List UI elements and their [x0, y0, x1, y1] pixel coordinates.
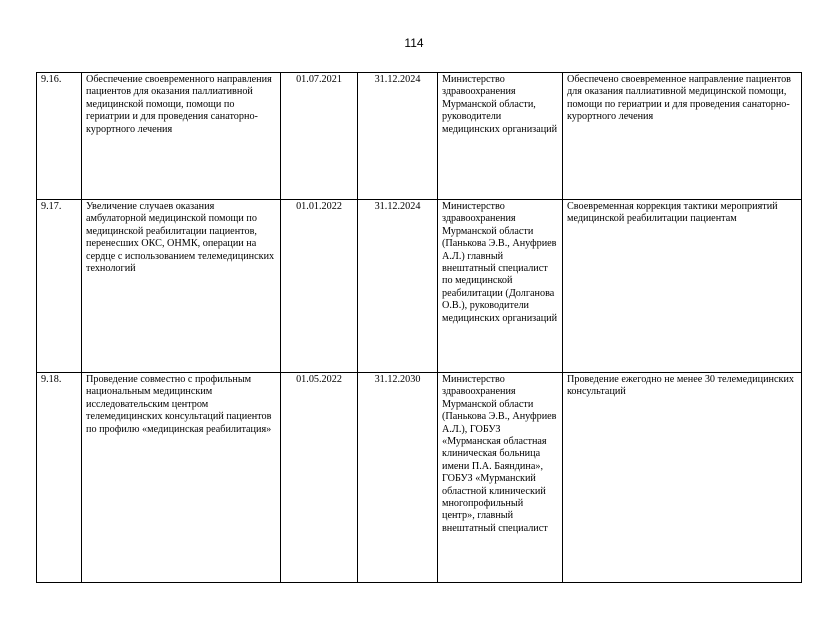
expected-result: Своевременная коррекция тактики мероприятий медицинской реабилитации пациентам: [563, 200, 802, 373]
end-date: 31.12.2030: [358, 373, 438, 583]
measures-table: [36, 72, 802, 583]
end-date: 31.12.2024: [358, 200, 438, 373]
start-date: 01.05.2022: [281, 373, 358, 583]
measure-description: Увеличение случаев оказания амбулаторной медицинской помощи по медицинской реабилитации пациентов, перенесших ОКС, ОНМК, операции на сердце с использованием телемедицинских технологий: [82, 200, 281, 373]
expected-result: Обеспечено своевременное направление пациентов для оказания паллиативной медицинской помощи, помощи по гериатрии и для проведения санаторно-курортного лечения: [563, 73, 802, 200]
expected-result: Проведение ежегодно не менее 30 телемедицинских консультаций: [563, 373, 802, 583]
row-number: 9.18.: [37, 373, 82, 583]
page-number: 114: [404, 36, 424, 50]
measure-description: Обеспечение своевременного направления пациентов для оказания паллиативной медицинской помощи, помощи по гериатрии и для проведения санаторно-курортного лечения: [82, 73, 281, 200]
table-row: [37, 373, 802, 583]
start-date: 01.01.2022: [281, 200, 358, 373]
start-date: 01.07.2021: [281, 73, 358, 200]
row-number: 9.17.: [37, 200, 82, 373]
responsible-executors: Министерство здравоохранения Мурманской области, руководители медицинских организаций: [438, 73, 563, 200]
table-row: [37, 73, 802, 200]
measure-description: Проведение совместно с профильным национальным медицинским исследовательским центром телемедицинских консультаций пациентов по профилю «медицинская реабилитация»: [82, 373, 281, 583]
end-date: 31.12.2024: [358, 73, 438, 200]
responsible-executors: Министерство здравоохранения Мурманской области (Панькова Э.В., Ануфриев А.Л.) главный внештатный специалист по медицинской реабилитации (Долганова О.В.), руководители медицинских организаций: [438, 200, 563, 373]
row-number: 9.16.: [37, 73, 82, 200]
responsible-executors: Министерство здравоохранения Мурманской области (Панькова Э.В., Ануфриев А.Л.), ГОБУЗ «Мурманская областная клиническая больница имени П.А. Баяндина», ГОБУЗ «Мурманский областной клинический многопрофильный центр», главный внештатный специалист: [438, 373, 563, 583]
table-row: [37, 200, 802, 373]
